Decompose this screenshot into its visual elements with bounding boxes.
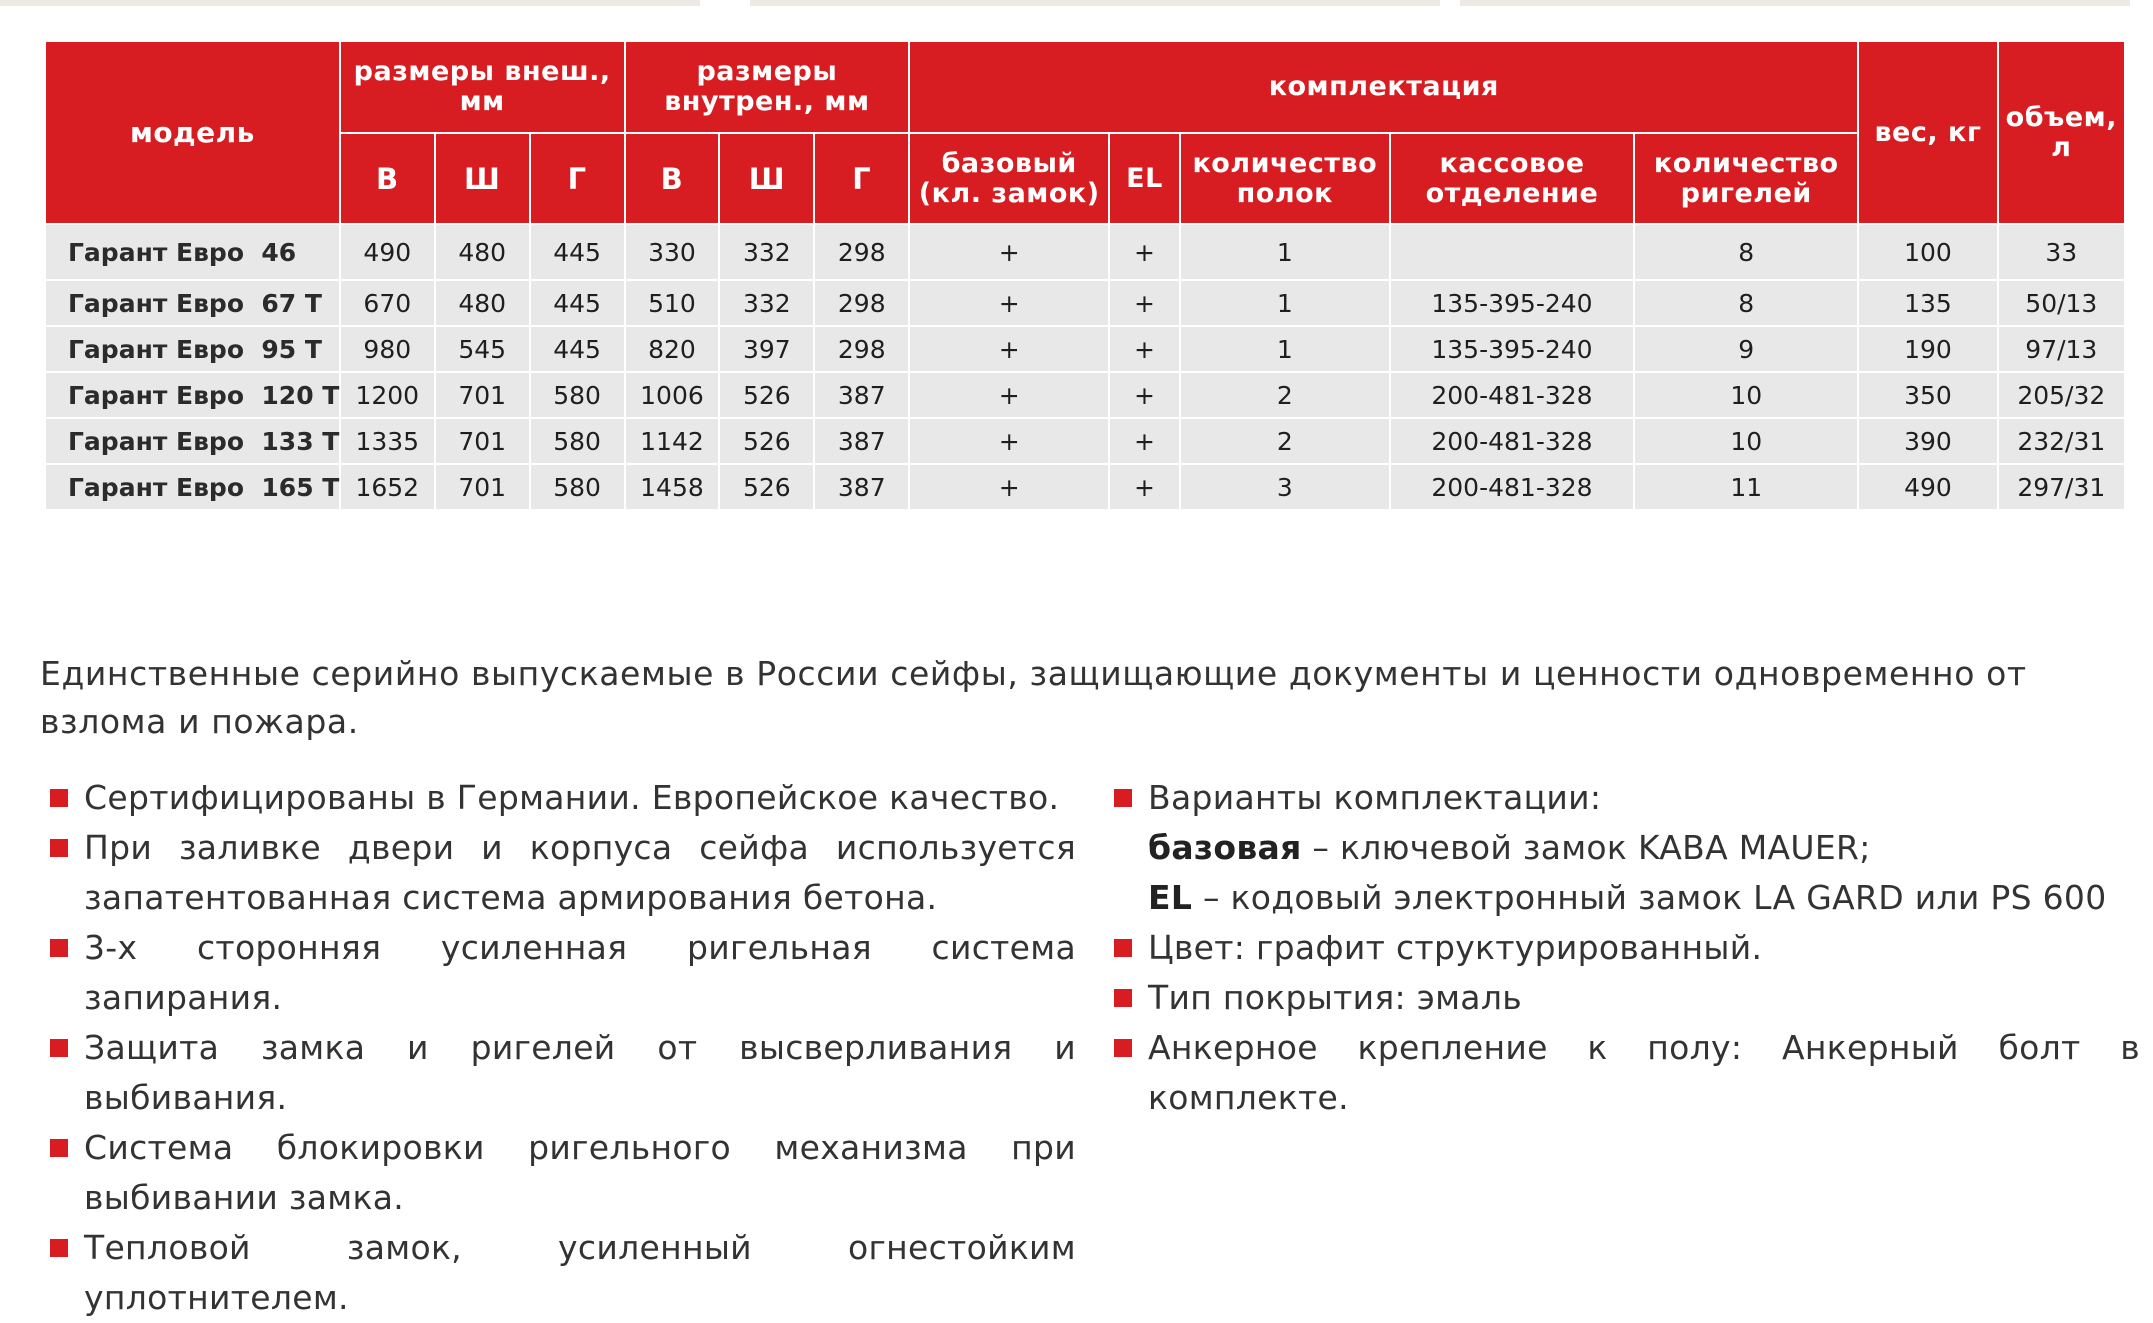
bullet-square-icon	[50, 1039, 68, 1057]
feature-text: Тип покрытия: эмаль	[1148, 978, 1522, 1017]
table-cell: 490	[341, 225, 434, 279]
header-basic-lock: базовый (кл. замок)	[910, 134, 1108, 223]
list-item	[1110, 773, 2140, 923]
table-body	[46, 225, 2124, 509]
feature-text: При заливке двери и корпуса сейфа используется запатентованная система армирования бетона.	[84, 828, 1076, 917]
table-cell: 8	[1635, 281, 1857, 325]
options-title: Варианты комплектации:	[1148, 778, 1602, 817]
bullet-square-icon	[50, 839, 68, 857]
table-cell: 445	[531, 225, 624, 279]
list-item	[46, 773, 1076, 823]
table-cell: 298	[815, 225, 908, 279]
table-cell: +	[910, 373, 1108, 417]
feature-text: Цвет: графит структурированный.	[1148, 928, 1763, 967]
table-cell: 1	[1181, 225, 1389, 279]
table-cell: 8	[1635, 225, 1857, 279]
header-inner-width: Ш	[720, 134, 813, 223]
table-cell: +	[910, 225, 1108, 279]
header-bolt-count: количество ригелей	[1635, 134, 1857, 223]
table-row	[46, 281, 2124, 325]
table-cell: +	[910, 419, 1108, 463]
bullet-square-icon	[50, 1139, 68, 1157]
table-cell: 1458	[626, 465, 719, 509]
table-cell: 387	[815, 465, 908, 509]
table-cell: +	[1110, 281, 1179, 325]
top-strip	[0, 0, 700, 6]
table-cell: 10	[1635, 373, 1857, 417]
table-cell: +	[1110, 373, 1179, 417]
table-cell: 350	[1859, 373, 1996, 417]
option-el	[1148, 873, 2140, 923]
list-item	[46, 923, 1076, 1023]
list-item	[1110, 923, 2140, 973]
table-cell: 33	[1999, 225, 2124, 279]
model-cell: Гарант Евро 46	[46, 225, 339, 279]
table-cell: +	[1110, 327, 1179, 371]
header-outer-height: В	[341, 134, 434, 223]
top-edge-strips	[0, 0, 2153, 8]
table-cell: 445	[531, 281, 624, 325]
table-row	[46, 327, 2124, 371]
list-item	[46, 823, 1076, 923]
table-cell: 701	[436, 465, 529, 509]
table-cell: 390	[1859, 419, 1996, 463]
table-cell: 580	[531, 419, 624, 463]
list-item	[1110, 1023, 2140, 1123]
model-cell: Гарант Евро 165 Т	[46, 465, 339, 509]
table-cell: 205/32	[1999, 373, 2124, 417]
table-cell: +	[1110, 465, 1179, 509]
header-inner-depth: Г	[815, 134, 908, 223]
table-cell: 545	[436, 327, 529, 371]
header-outer-width: Ш	[436, 134, 529, 223]
header-outer-dimensions: размеры внеш., мм	[341, 42, 624, 132]
table-cell: 135-395-240	[1391, 281, 1633, 325]
table-cell: 387	[815, 373, 908, 417]
header-weight: вес, кг	[1859, 42, 1996, 223]
table-cell: 200-481-328	[1391, 465, 1633, 509]
header-inner-height: В	[626, 134, 719, 223]
table-cell: 510	[626, 281, 719, 325]
bullet-square-icon	[50, 1239, 68, 1257]
table-cell: 980	[341, 327, 434, 371]
table-cell: 200-481-328	[1391, 419, 1633, 463]
table-cell: 330	[626, 225, 719, 279]
table-cell: 387	[815, 419, 908, 463]
table-cell: 298	[815, 327, 908, 371]
table-cell: 480	[436, 225, 529, 279]
table-cell: 670	[341, 281, 434, 325]
feature-text: Тепловой замок, усиленный огнестойким уплотнителем.	[84, 1228, 1076, 1317]
table-cell: +	[1110, 419, 1179, 463]
table-cell: 490	[1859, 465, 1996, 509]
bullet-square-icon	[1114, 939, 1132, 957]
option-el-text: – кодовый электронный замок LA GARD или PS 600	[1192, 878, 2107, 917]
table-cell: 135	[1859, 281, 1996, 325]
table-row	[46, 225, 2124, 279]
table-cell: 2	[1181, 373, 1389, 417]
table-cell: 298	[815, 281, 908, 325]
table-cell: 445	[531, 327, 624, 371]
feature-text: Защита замка и ригелей от высверливания и выбивания.	[84, 1028, 1076, 1117]
list-item	[46, 1123, 1076, 1223]
table-cell: 526	[720, 373, 813, 417]
table-cell: 1	[1181, 281, 1389, 325]
table-cell: 526	[720, 465, 813, 509]
table-cell: 2	[1181, 419, 1389, 463]
table-subheader-row	[46, 134, 2124, 223]
table-cell: 50/13	[1999, 281, 2124, 325]
bullet-square-icon	[50, 789, 68, 807]
header-inner-dimensions: размеры внутрен., мм	[626, 42, 909, 132]
header-el: EL	[1110, 134, 1179, 223]
table-cell: 580	[531, 465, 624, 509]
table-cell: 97/13	[1999, 327, 2124, 371]
option-basic-text: – ключевой замок KABA MAUER;	[1301, 828, 1871, 867]
option-basic-label: базовая	[1148, 828, 1302, 867]
table-cell: 397	[720, 327, 813, 371]
table-cell: 200-481-328	[1391, 373, 1633, 417]
table-cell: 701	[436, 373, 529, 417]
top-strip	[750, 0, 1440, 6]
header-equipment: комплектация	[910, 42, 1857, 132]
table-cell: +	[910, 281, 1108, 325]
table-cell: 480	[436, 281, 529, 325]
feature-text: Сертифицированы в Германии. Европейское качество.	[84, 778, 1060, 817]
model-cell: Гарант Евро 95 Т	[46, 327, 339, 371]
model-cell: Гарант Евро 67 Т	[46, 281, 339, 325]
table-header-row	[46, 42, 2124, 132]
list-item	[1110, 973, 2140, 1023]
table-cell: 1652	[341, 465, 434, 509]
header-outer-depth: Г	[531, 134, 624, 223]
table-cell: 820	[626, 327, 719, 371]
header-model: модель	[46, 42, 339, 223]
table-row	[46, 465, 2124, 509]
bullet-square-icon	[50, 939, 68, 957]
table-cell: +	[910, 327, 1108, 371]
table-cell: 3	[1181, 465, 1389, 509]
header-shelf-count: количество полок	[1181, 134, 1389, 223]
feature-text: 3-х сторонняя усиленная ригельная система запирания.	[84, 928, 1076, 1017]
model-cell: Гарант Евро 133 Т	[46, 419, 339, 463]
table-cell: +	[910, 465, 1108, 509]
feature-text: Анкерное крепление к полу: Анкерный болт в комплекте.	[1148, 1028, 2140, 1117]
table-cell: 332	[720, 281, 813, 325]
top-strip	[1460, 0, 2130, 6]
feature-text: Система блокировки ригельного механизма при выбивании замка.	[84, 1128, 1076, 1217]
intro-text: Единственные серийно выпускаемые в России сейфы, защищающие документы и ценности одновременно от взлома и пожара.	[40, 654, 2027, 741]
table-cell: 135-395-240	[1391, 327, 1633, 371]
bullet-square-icon	[1114, 989, 1132, 1007]
table-cell: 580	[531, 373, 624, 417]
table-row	[46, 373, 2124, 417]
table-cell: 1200	[341, 373, 434, 417]
table-cell: 190	[1859, 327, 1996, 371]
table-cell: 1006	[626, 373, 719, 417]
table-cell: +	[1110, 225, 1179, 279]
table-cell: 1142	[626, 419, 719, 463]
table-cell: 701	[436, 419, 529, 463]
features-list-left	[46, 773, 1076, 1323]
table-cell: 11	[1635, 465, 1857, 509]
list-item	[46, 1223, 1076, 1323]
features-list-right	[1110, 773, 2140, 1123]
table-cell: 297/31	[1999, 465, 2124, 509]
table-cell: 232/31	[1999, 419, 2124, 463]
table-cell: 1	[1181, 327, 1389, 371]
header-volume: объем, л	[1999, 42, 2124, 223]
table-cell	[1391, 225, 1633, 279]
table-cell: 526	[720, 419, 813, 463]
specifications-table	[44, 40, 2126, 511]
model-cell: Гарант Евро 120 Т	[46, 373, 339, 417]
table-cell: 9	[1635, 327, 1857, 371]
bullet-square-icon	[1114, 1039, 1132, 1057]
table-cell: 10	[1635, 419, 1857, 463]
option-el-label: EL	[1148, 878, 1193, 917]
header-cash-compartment: кассовое отделение	[1391, 134, 1633, 223]
table-cell: 332	[720, 225, 813, 279]
list-item	[46, 1023, 1076, 1123]
table-row	[46, 419, 2124, 463]
table-cell: 100	[1859, 225, 1996, 279]
option-basic	[1148, 823, 2140, 873]
table-cell: 1335	[341, 419, 434, 463]
bullet-square-icon	[1114, 789, 1132, 807]
